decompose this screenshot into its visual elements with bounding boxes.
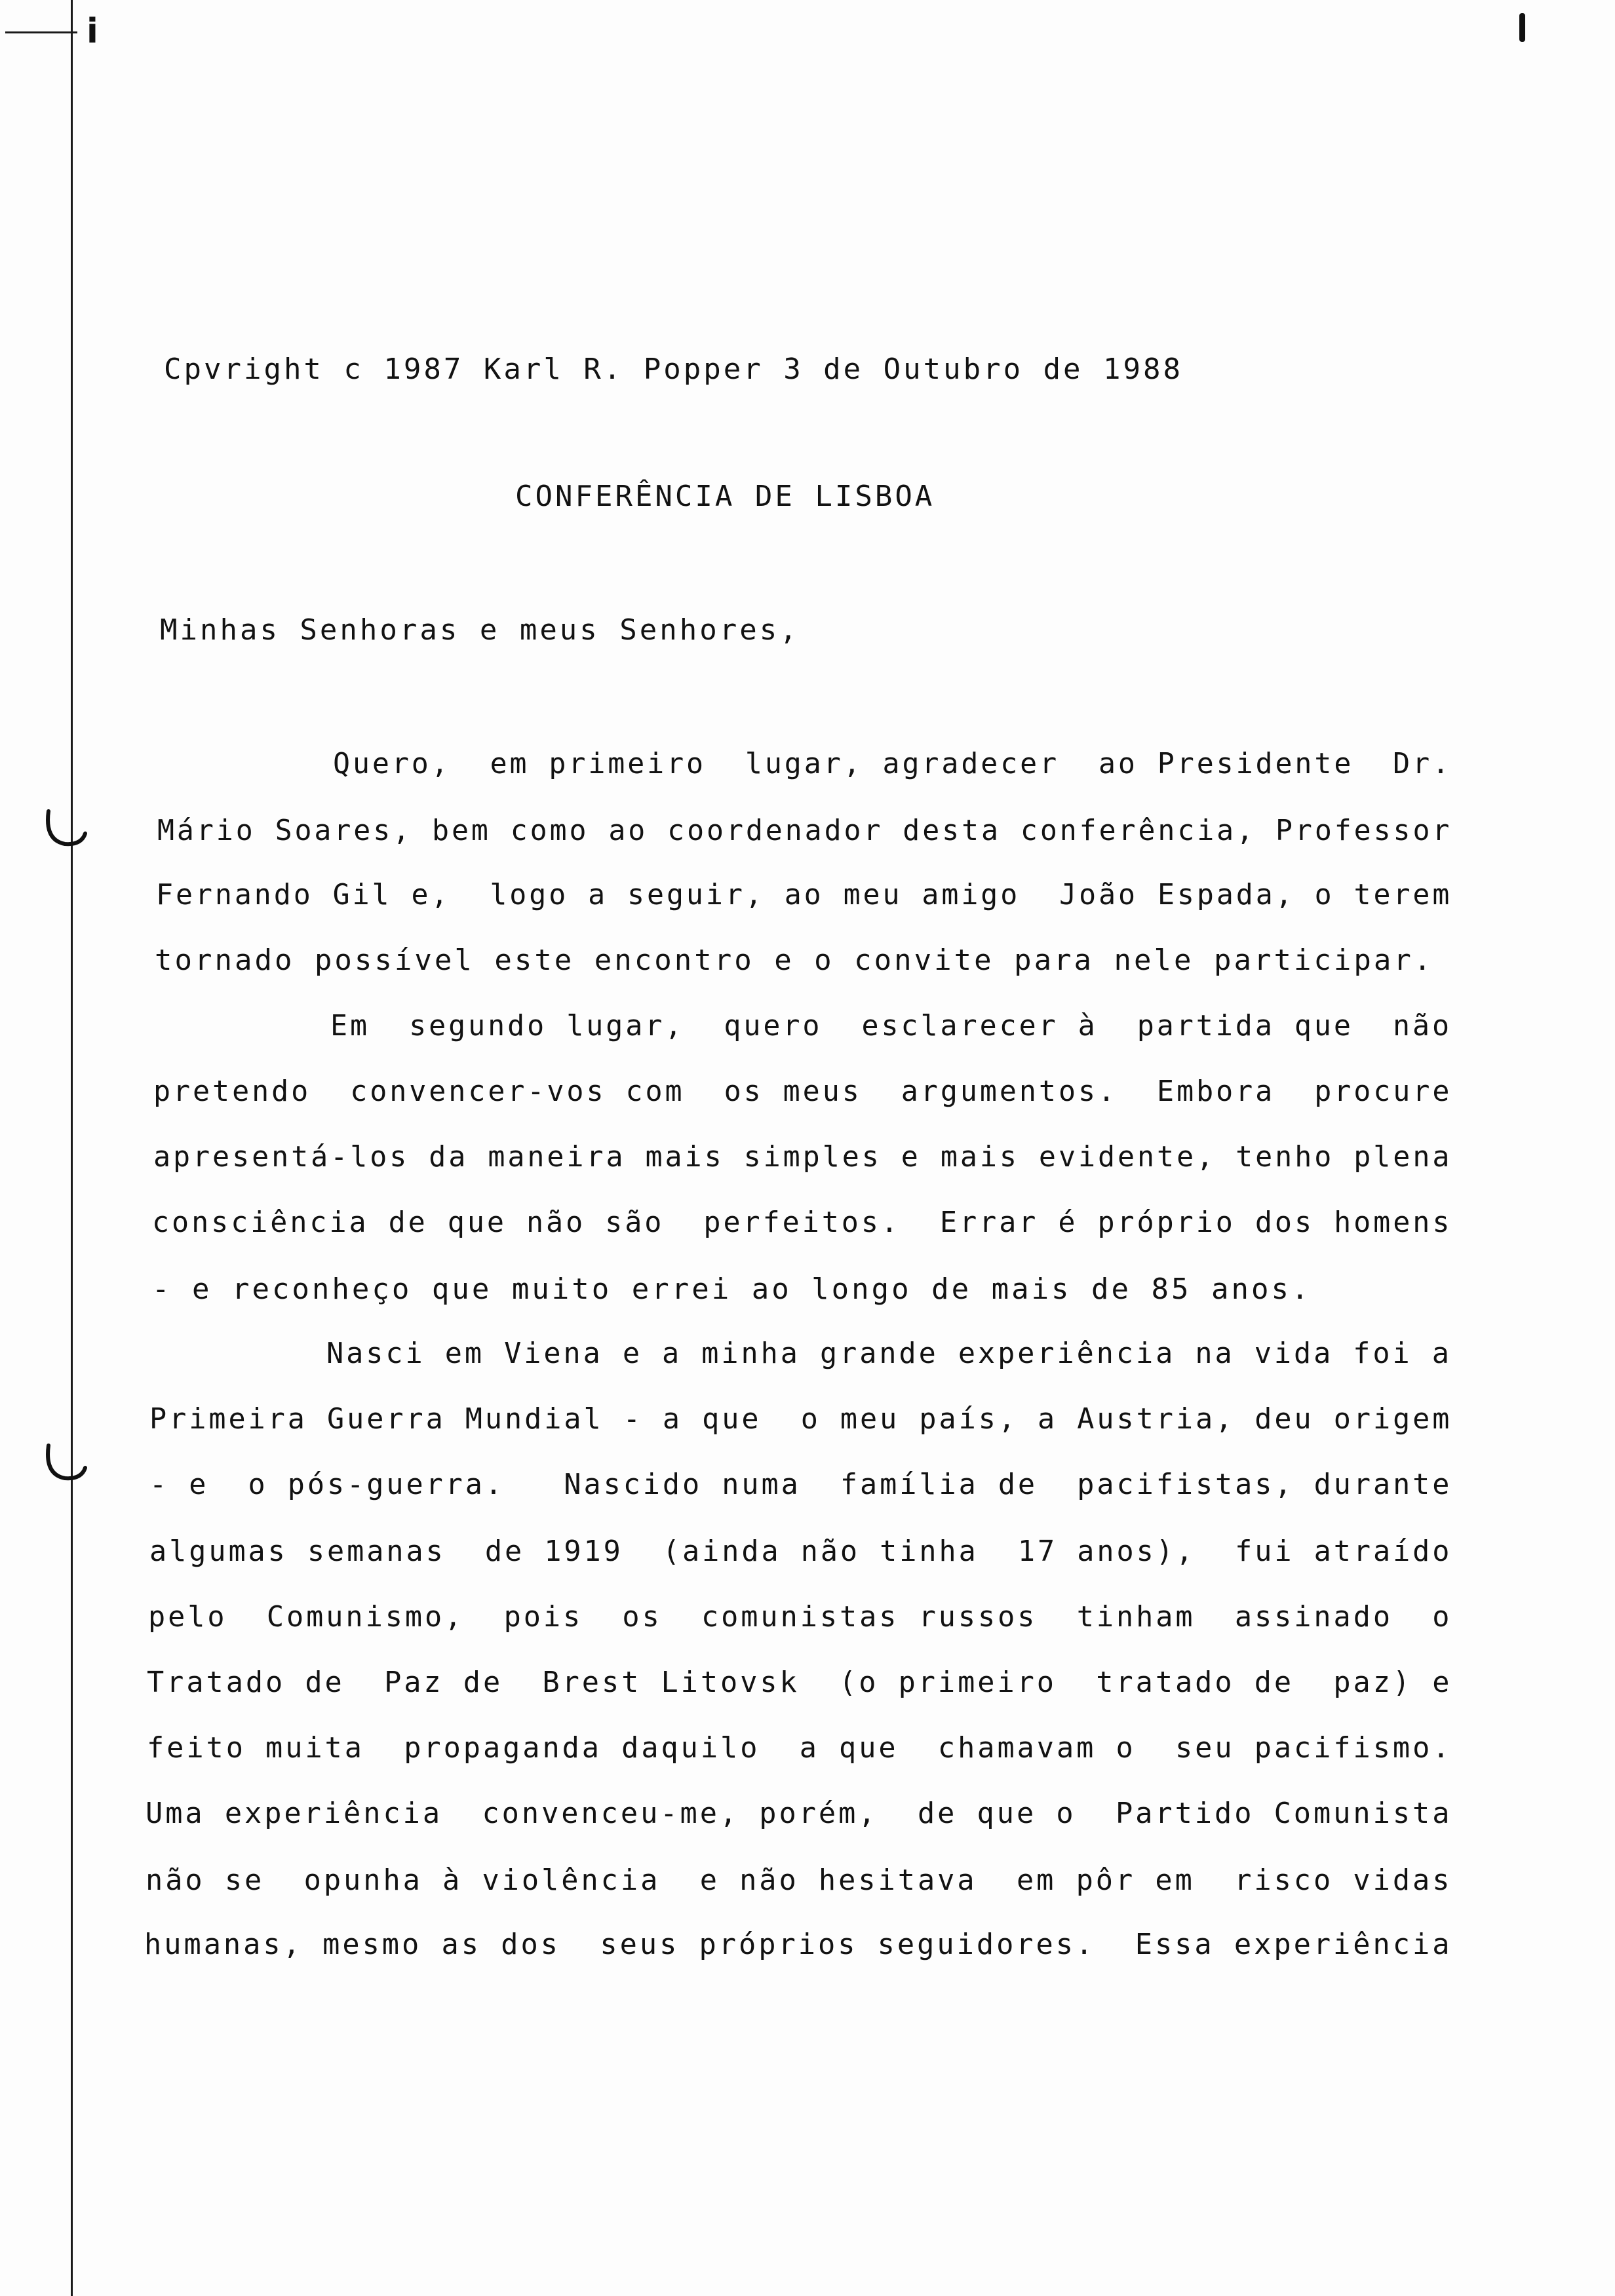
- body-line: - e reconheço que muito errei ao longo de mais de 85 anos.: [152, 1272, 1312, 1306]
- body-line: tornado possível este encontro e o convite para nele participar.: [155, 944, 1434, 977]
- body-line: Tratado de Paz de Brest Litovsk (o primeiro tratado de paz) e: [147, 1666, 1452, 1699]
- body-line: algumas semanas de 1919 (ainda não tinha 17 anos), fui atraído: [149, 1535, 1452, 1568]
- body-line: não se opunha à violência e não hesitava em pôr em risco vidas: [146, 1864, 1452, 1897]
- body-line: Nasci em Viena e a minha grande experiência na vida foi a: [326, 1337, 1452, 1370]
- body-line: - e o pós-guerra. Nascido numa família de pacifistas, durante: [149, 1468, 1452, 1501]
- punch-hole-upper: [42, 807, 88, 853]
- body-line: Em segundo lugar, quero esclarecer à partida que não: [330, 1009, 1452, 1043]
- body-line: Quero, em primeiro lugar, agradecer ao Presidente Dr.: [333, 747, 1452, 780]
- body-line: consciência de que não são perfeitos. Errar é próprio dos homens: [152, 1206, 1452, 1239]
- body-line: Fernando Gil e, logo a seguir, ao meu amigo João Espada, o terem: [156, 878, 1452, 911]
- body-line: Primeira Guerra Mundial - a que o meu país, a Austria, deu origem: [149, 1402, 1452, 1436]
- punch-hole-lower: [42, 1442, 88, 1487]
- top-right-pen-mark: [1519, 13, 1525, 42]
- body-line: humanas, mesmo as dos seus próprios seguidores. Essa experiência: [144, 1928, 1452, 1961]
- body-line: Mário Soares, bem como ao coordenador desta conferência, Professor: [157, 814, 1452, 847]
- corner-tick-mark: [5, 31, 77, 33]
- salutation: Minhas Senhoras e meus Senhores,: [160, 613, 800, 647]
- corner-mark: i: [87, 12, 98, 51]
- body-line: pelo Comunismo, pois os comunistas russos tinham assinado o: [148, 1600, 1452, 1634]
- document-title: CONFERÊNCIA DE LISBOA: [515, 480, 935, 513]
- body-line: feito muita propaganda daquilo a que chamavam o seu pacifismo.: [147, 1731, 1452, 1765]
- body-line: pretendo convencer-vos com os meus argumentos. Embora procure: [153, 1075, 1452, 1108]
- body-line: Uma experiência convenceu-me, porém, de que o Partido Comunista: [146, 1797, 1452, 1830]
- copyright-line: Cpvright c 1987 Karl R. Popper 3 de Outubro de 1988: [164, 353, 1184, 386]
- body-line: apresentá-los da maneira mais simples e mais evidente, tenho plena: [153, 1140, 1452, 1174]
- binding-margin-line: [71, 0, 73, 2296]
